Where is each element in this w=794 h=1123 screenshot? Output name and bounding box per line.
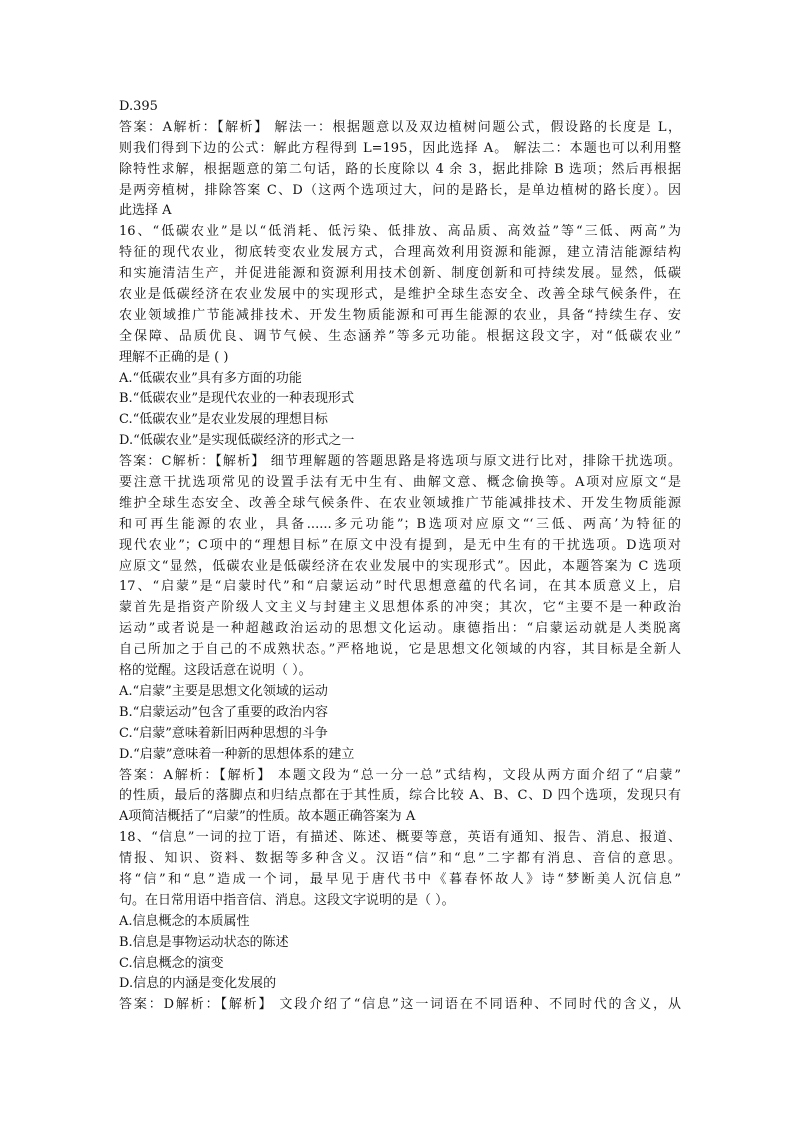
text-line: 全保障、品质优良、调节气候、生态涵养”等多元功能。根据这段文字，对“低碳农业”: [119, 328, 681, 344]
text-line: A项简洁概括了“启蒙”的性质。故本题正确答案为 A: [119, 809, 416, 825]
option-line: A.“启蒙”主要是思想文化领域的运动: [119, 683, 328, 699]
option-line: B.信息是事物运动状态的陈述: [119, 934, 289, 950]
text-line: 自己所加之于自己的不成熟状态。”严格地说，它是思想文化领域的内容，其目标是全新人: [119, 642, 681, 658]
text-line: 要注意干扰选项常见的设置手法有无中生有、曲解文意、概念偷换等。A项对应原文“是: [119, 475, 681, 491]
text-line: 农业领域推广节能减排技术、开发生物质能源和可再生能源的农业，具备“持续生存、安: [119, 307, 681, 323]
option-line: C.“低碳农业”是农业发展的理想目标: [119, 412, 328, 428]
text-line: 农业是低碳经济在农业发展中的实现形式，是维护全球生态安全、改善全球气候条件，在: [119, 287, 681, 303]
text-line: 格的觉醒。这段话意在说明（ ）。: [119, 663, 312, 679]
text-line: 除特性求解，根据题意的第二句话，路的长度除以 4 余 3，据此排除 B 选项；然后再根据: [119, 161, 681, 177]
text-line: 情报、知识、资料、数据等多种含义。汉语“信”和“息”二字都有消息、音信的意思。: [119, 851, 681, 867]
answer-line: 答案：C解析：【解析】 细节理解题的答题思路是将选项与原文进行比对，排除干扰选项。: [119, 454, 681, 470]
document-page: [119, 97, 681, 1016]
option-line: B.“启蒙运动”包含了重要的政治内容: [119, 704, 328, 720]
option-line: D.395: [119, 99, 158, 114]
question-line: 18、“信息”一词的拉丁语，有描述、陈述、概要等意，英语有通知、报告、消息、报道、: [119, 830, 681, 846]
option-line: C.“启蒙”意味着新旧两种思想的斗争: [119, 725, 328, 741]
text-line: 特征的现代农业，彻底转变农业发展方式，合理高效利用资源和能源，建立清洁能源结构: [119, 245, 681, 261]
text-line: 的性质，最后的落脚点和归结点都在于其性质，综合比较 A、B、C、D 四个选项，发现只有: [119, 788, 681, 804]
text-line: 应原文“显然，低碳农业是低碳经济在农业发展中的实现形式”。因此，本题答案为 C 选项: [119, 558, 681, 574]
option-line: B.“低碳农业”是现代农业的一种表现形式: [119, 391, 354, 407]
text-line: 理解不正确的是 ( ): [119, 349, 229, 365]
option-line: A.“低碳农业”具有多方面的功能: [119, 370, 302, 386]
text-line: 是两旁植树，排除答案 C、D（这两个选项过大，问的是路长，是单边植树的路长度）。因: [119, 182, 681, 198]
text-line: 和可再生能源的农业，具备......多元功能”；B选项对应原文“‘三低、两高’为特征的: [119, 516, 681, 532]
text-line: 运动”或者说是一种超越政治运动的思想文化运动。康德指出：“启蒙运动就是人类脱离: [119, 621, 681, 637]
option-line: C.信息概念的演变: [119, 955, 224, 971]
option-line: D.“启蒙”意味着一种新的思想体系的建立: [119, 746, 355, 762]
option-line: D.“低碳农业”是实现低碳经济的形式之一: [119, 433, 355, 449]
text-line: 维护全球生态安全、改善全球气候条件、在农业领域推广节能减排技术、开发生物质能源: [119, 495, 681, 511]
question-line: 17、“启蒙”是“启蒙时代”和“启蒙运动”时代思想意蕴的代名词，在其本质意义上，启: [119, 579, 681, 595]
option-line: D.信息的内涵是变化发展的: [119, 976, 277, 992]
text-line: 蒙首先是指资产阶级人文主义与封建主义思想体系的冲突；其次，它“主要不是一种政治: [119, 600, 681, 616]
option-line: A.信息概念的本质属性: [119, 913, 250, 929]
text-line: 现代农业”；C项中的“理想目标”在原文中没有提到，是无中生有的干扰选项。D选项对: [119, 537, 681, 553]
answer-line: 答案：D解析：【解析】 文段介绍了“信息”这一词语在不同语种、不同时代的含义，从: [119, 997, 681, 1013]
answer-line: 答案：A解析：【解析】 解法一：根据题意以及双边植树问题公式，假设路的长度是 L，: [119, 119, 681, 135]
text-line: 句。在日常用语中指音信、消息。这段文字说明的是（ ）。: [119, 892, 455, 908]
answer-line: 答案：A解析：【解析】 本题文段为“总一分一总”式结构，文段从两方面介绍了“启蒙”: [119, 767, 681, 783]
text-line: 此选择 A: [119, 203, 172, 219]
text-line: 将“信”和“息”造成一个词，最早见于唐代书中《暮春怀故人》诗“梦断美人沉信息”: [119, 871, 681, 887]
text-line: 和实施清洁生产，并促进能源和资源利用技术创新、制度创新和可持续发展。显然，低碳: [119, 266, 681, 282]
text-line: 则我们得到下边的公式：解此方程得到 L=195，因此选择 A。 解法二：本题也可以利用整: [119, 140, 681, 156]
question-line: 16、“低碳农业”是以“低消耗、低污染、低排放、高品质、高效益”等“三低、两高”为: [119, 224, 681, 240]
